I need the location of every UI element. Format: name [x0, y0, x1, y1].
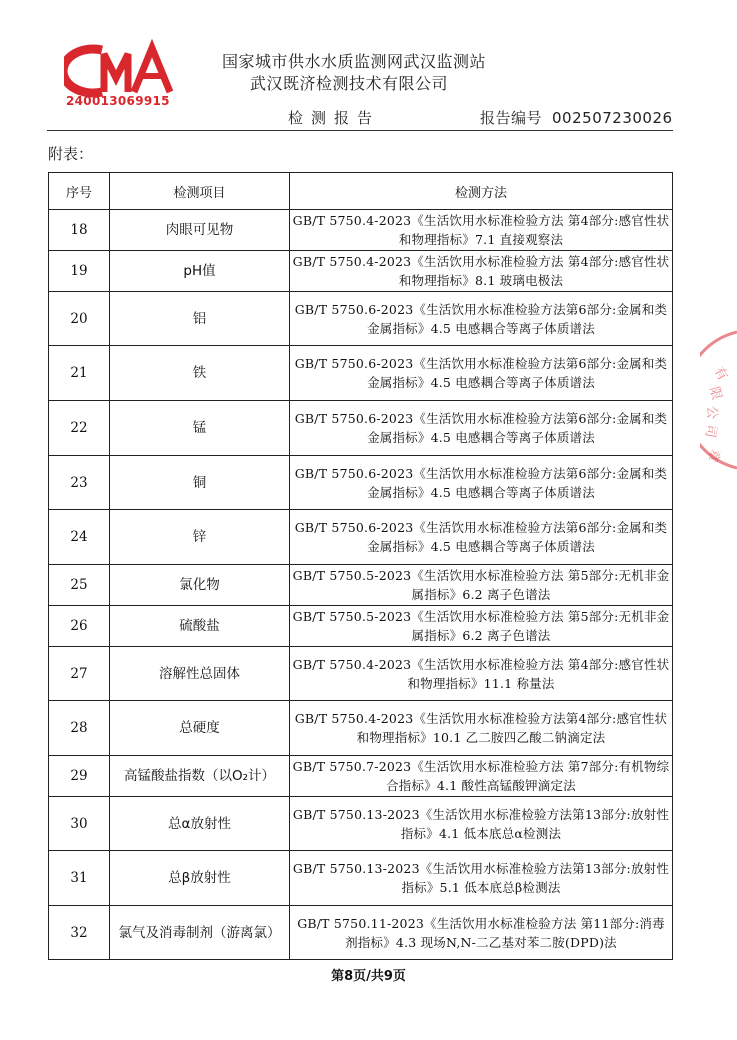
row-method: GB/T 5750.6-2023《生活饮用水标准检验方法第6部分:金属和类金属指标》4.5 电感耦合等离子体质谱法 — [290, 346, 673, 401]
row-item: 铁 — [110, 346, 290, 401]
header-method: 检测方法 — [290, 173, 673, 210]
row-no: 26 — [49, 606, 110, 647]
header-divider — [47, 130, 673, 131]
row-method: GB/T 5750.6-2023《生活饮用水标准检验方法第6部分:金属和类金属指标》4.5 电感耦合等离子体质谱法 — [290, 401, 673, 456]
row-item: 锌 — [110, 510, 290, 565]
row-no: 30 — [49, 797, 110, 851]
org-name-secondary: 武汉既济检测技术有限公司 — [250, 74, 449, 93]
row-method: GB/T 5750.6-2023《生活饮用水标准检验方法第6部分:金属和类金属指标》4.5 电感耦合等离子体质谱法 — [290, 292, 673, 346]
row-item: 溶解性总固体 — [110, 647, 290, 701]
org-name-primary: 国家城市供水水质监测网武汉监测站 — [222, 52, 487, 71]
row-no: 25 — [49, 565, 110, 606]
row-item: 总α放射性 — [110, 797, 290, 851]
row-item: pH值 — [110, 251, 290, 292]
table-row — [49, 510, 673, 565]
report-title: 检测报告 — [288, 109, 381, 127]
row-item: 硫酸盐 — [110, 606, 290, 647]
row-no: 27 — [49, 647, 110, 701]
table-row — [49, 251, 673, 292]
svg-text:有: 有 — [710, 364, 731, 384]
row-item: 肉眼可见物 — [110, 210, 290, 251]
row-no: 20 — [49, 292, 110, 346]
table-row — [49, 906, 673, 960]
row-no: 22 — [49, 401, 110, 456]
table-row — [49, 851, 673, 906]
table-row — [49, 797, 673, 851]
header-item: 检测项目 — [110, 173, 290, 210]
table-row — [49, 565, 673, 606]
row-method: GB/T 5750.6-2023《生活饮用水标准检验方法第6部分:金属和类金属指标》4.5 电感耦合等离子体质谱法 — [290, 510, 673, 565]
row-method: GB/T 5750.4-2023《生活饮用水标准检验方法 第4部分:感官性状和物理指标》11.1 称量法 — [290, 647, 673, 701]
cma-number: 240013069915 — [66, 94, 170, 108]
row-item: 铝 — [110, 292, 290, 346]
row-no: 31 — [49, 851, 110, 906]
table-row — [49, 210, 673, 251]
row-method: GB/T 5750.5-2023《生活饮用水标准检验方法 第5部分:无机非金属指标》6.2 离子色谱法 — [290, 606, 673, 647]
row-item: 总β放射性 — [110, 851, 290, 906]
table-row — [49, 647, 673, 701]
svg-text:限: 限 — [706, 385, 724, 402]
row-method: GB/T 5750.4-2023《生活饮用水标准检验方法 第4部分:感官性状和物理指标》7.1 直接观察法 — [290, 210, 673, 251]
row-method: GB/T 5750.4-2023《生活饮用水标准检验方法第4部分:感官性状和物理指标》10.1 乙二胺四乙酸二钠滴定法 — [290, 701, 673, 756]
row-no: 32 — [49, 906, 110, 960]
report-number-label: 报告编号 — [480, 109, 543, 127]
row-no: 23 — [49, 456, 110, 510]
row-method: GB/T 5750.6-2023《生活饮用水标准检验方法第6部分:金属和类金属指标》4.5 电感耦合等离子体质谱法 — [290, 456, 673, 510]
table-row — [49, 346, 673, 401]
svg-text:司: 司 — [701, 423, 719, 439]
table-row — [49, 456, 673, 510]
appendix-label: 附表： — [48, 145, 94, 163]
row-item: 总硬度 — [110, 701, 290, 756]
svg-text:公: 公 — [704, 406, 719, 420]
table-header-row — [49, 173, 673, 210]
row-item: 锰 — [110, 401, 290, 456]
row-no: 28 — [49, 701, 110, 756]
row-method: GB/T 5750.13-2023《生活饮用水标准检验方法第13部分:放射性指标》4.1 低本底总α检测法 — [290, 797, 673, 851]
row-item: 氯气及消毒制剂（游离氯） — [110, 906, 290, 960]
row-method: GB/T 5750.11-2023《生活饮用水标准检验方法 第11部分:消毒剂指标》4.3 现场N,N-二乙基对苯二胺(DPD)法 — [290, 906, 673, 960]
header-no: 序号 — [49, 173, 110, 210]
row-method: GB/T 5750.5-2023《生活饮用水标准检验方法 第5部分:无机非金属指标》6.2 离子色谱法 — [290, 565, 673, 606]
company-seal — [700, 330, 737, 470]
page-footer: 第8页/共9页 — [331, 969, 406, 984]
table-row — [49, 606, 673, 647]
report-number — [480, 107, 673, 128]
row-no: 19 — [49, 251, 110, 292]
row-no: 18 — [49, 210, 110, 251]
report-number-value: 002507230026 — [552, 109, 673, 127]
test-methods-table — [48, 172, 673, 960]
table-row — [49, 756, 673, 797]
table-row — [49, 292, 673, 346]
row-method: GB/T 5750.13-2023《生活饮用水标准检验方法第13部分:放射性指标》5.1 低本底总β检测法 — [290, 851, 673, 906]
svg-text:章: 章 — [703, 446, 723, 464]
row-item: 氯化物 — [110, 565, 290, 606]
row-method: GB/T 5750.4-2023《生活饮用水标准检验方法 第4部分:感官性状和物理指标》8.1 玻璃电极法 — [290, 251, 673, 292]
row-no: 21 — [49, 346, 110, 401]
row-item: 高锰酸盐指数（以O₂计） — [110, 756, 290, 797]
row-method: GB/T 5750.7-2023《生活饮用水标准检验方法 第7部分:有机物综合指标》4.1 酸性高锰酸钾滴定法 — [290, 756, 673, 797]
table-row — [49, 701, 673, 756]
row-no: 24 — [49, 510, 110, 565]
table-row — [49, 401, 673, 456]
row-no: 29 — [49, 756, 110, 797]
row-item: 铜 — [110, 456, 290, 510]
